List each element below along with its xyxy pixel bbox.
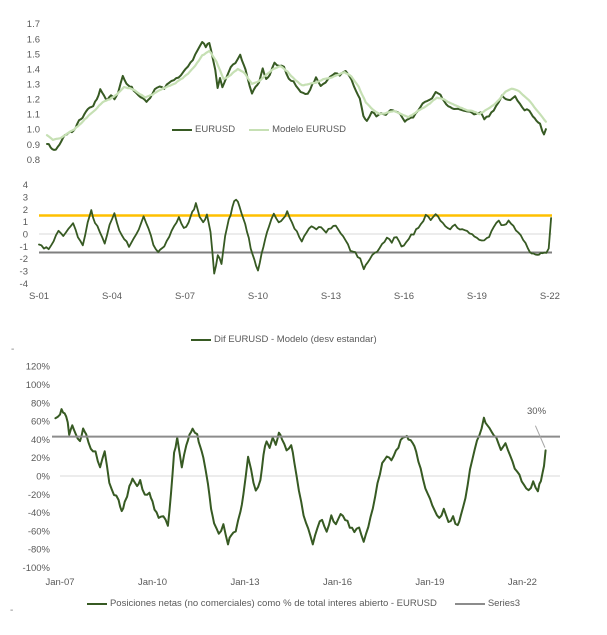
y-axis-tick-label: -4 [19,278,28,290]
y-axis-tick-label: 0 [22,229,28,241]
dif-line-swatch [191,339,211,341]
y-axis-tick-label: 1.0 [26,124,40,136]
posiciones-line-swatch [87,603,107,605]
y-axis-tick-label: 1.2 [26,94,40,106]
y-axis-tick-label: 1.3 [26,79,40,91]
y-axis-tick-label: -100% [22,563,50,574]
eurusd-line-swatch [172,129,192,131]
stray-dash-top: - [11,344,15,355]
y-axis-tick-label: -2 [19,254,28,266]
y-axis-tick-label: 3 [22,192,28,204]
y-axis-tick-label: 40% [30,434,50,446]
x-axis-tick-label: S-04 [101,291,123,302]
y-axis-tick-label: 1.5 [26,49,40,61]
annotation-30pct-label: 30% [527,406,547,417]
y-axis-tick-label: 4 [22,180,28,192]
legend-item-eurusd [172,124,235,136]
y-axis-tick-label: 0.9 [26,139,40,151]
legend-item-dif [191,334,377,346]
x-axis-tick-label: Jan-19 [415,577,445,588]
legend-item-series3 [455,598,520,610]
y-axis-tick-label: -40% [27,508,50,520]
series3-line-swatch [455,603,485,605]
y-axis-tick-label: 1.1 [26,109,40,121]
y-axis-tick-label: 80% [30,398,50,410]
legend-label-posiciones: Posiciones netas (no comerciales) como % de total interes abierto - EURUSD [109,598,437,609]
x-axis-tick-label: S-19 [466,291,487,302]
y-axis-tick-label: 1.6 [26,34,40,46]
legend-label-series3: Series3 [487,598,521,609]
x-axis-tick-label: Jan-10 [137,577,168,588]
y-axis-tick-label: 100% [25,380,50,391]
legend-item-posiciones [87,598,437,610]
legend-label-eurusd: EURUSD [195,124,236,135]
y-axis-tick-label: 120% [25,361,50,373]
stray-dash-bottom: - [10,605,14,616]
y-axis-tick-label: 0% [36,471,50,483]
x-axis-tick-label: Jan-16 [322,577,353,588]
legend-top-chart [172,124,346,136]
x-axis-tick-label: Jan-13 [230,577,260,588]
x-axis-tick-label: S-10 [247,291,269,302]
series-line-chart2-0 [55,409,545,544]
y-axis-tick-label: 20% [30,453,50,465]
y-axis-tick-label: -3 [19,266,28,278]
x-axis-tick-label: S-16 [393,291,414,302]
y-axis-tick-label: 1 [22,217,28,229]
y-axis-tick-label: 60% [30,416,50,428]
legend-label-dif: Dif EURUSD - Modelo (desv estandar) [214,334,377,345]
legend-middle-chart [191,334,377,346]
modelo-eurusd-line-swatch [249,129,269,131]
y-axis-tick-label: 1.7 [26,19,40,31]
legend-label-modelo-eurusd: Modelo EURUSD [272,124,347,135]
y-axis-tick-label: -20% [27,489,50,501]
y-axis-tick-label: -80% [27,544,50,556]
y-axis-tick-label: -60% [27,526,50,538]
y-axis-tick-label: 2 [22,204,28,216]
x-axis-tick-label: Jan-22 [507,577,537,588]
y-axis-tick-label: -1 [19,241,28,253]
legend-bottom-chart [0,598,607,610]
series-line-chart1-0 [39,200,551,274]
y-axis-tick-label: 0.8 [26,154,40,166]
x-axis-tick-label: S-13 [320,291,341,302]
x-axis-tick-label: Jan-07 [45,577,75,588]
y-axis-tick-label: 1.4 [26,64,40,76]
x-axis-tick-label: S-07 [174,291,196,302]
x-axis-tick-label: S-01 [28,291,50,302]
legend-item-modelo-eurusd [249,124,346,136]
x-axis-tick-label: S-22 [539,291,560,302]
